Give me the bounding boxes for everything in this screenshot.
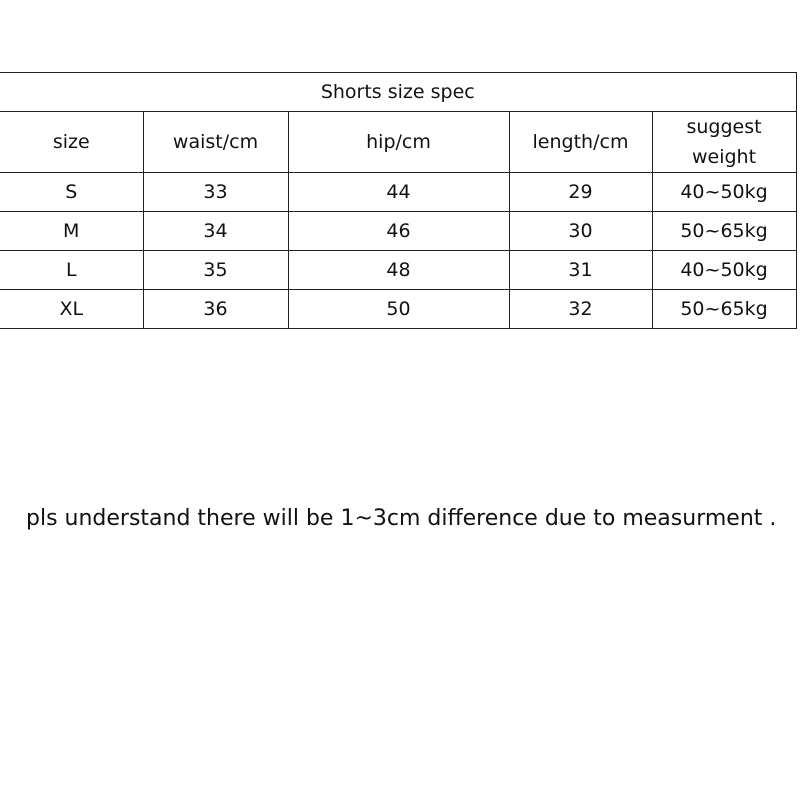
table-title-row <box>0 73 796 112</box>
table-row <box>0 251 796 290</box>
cell-size: XL <box>0 290 143 329</box>
cell-size: M <box>0 212 143 251</box>
cell-hip: 46 <box>288 212 509 251</box>
cell-weight: 40~50kg <box>652 173 796 212</box>
table-title: Shorts size spec <box>0 73 796 112</box>
cell-length: 32 <box>509 290 652 329</box>
cell-weight: 40~50kg <box>652 251 796 290</box>
header-size: size <box>0 112 143 173</box>
cell-weight: 50~65kg <box>652 290 796 329</box>
table-header-row <box>0 112 796 173</box>
cell-length: 30 <box>509 212 652 251</box>
cell-waist: 33 <box>143 173 288 212</box>
cell-hip: 48 <box>288 251 509 290</box>
header-suggest-weight <box>652 112 796 173</box>
table-row <box>0 173 796 212</box>
header-length: length/cm <box>509 112 652 173</box>
cell-weight: 50~65kg <box>652 212 796 251</box>
cell-hip: 50 <box>288 290 509 329</box>
table-row <box>0 290 796 329</box>
size-spec-table <box>0 72 797 329</box>
header-hip: hip/cm <box>288 112 509 173</box>
measurement-note: pls understand there will be 1~3cm difference due to measurment . <box>26 506 777 531</box>
cell-waist: 34 <box>143 212 288 251</box>
cell-size: S <box>0 173 143 212</box>
header-suggest-weight-label: suggest weight <box>686 116 762 168</box>
cell-waist: 35 <box>143 251 288 290</box>
cell-length: 31 <box>509 251 652 290</box>
cell-waist: 36 <box>143 290 288 329</box>
cell-size: L <box>0 251 143 290</box>
cell-length: 29 <box>509 173 652 212</box>
cell-hip: 44 <box>288 173 509 212</box>
table-row <box>0 212 796 251</box>
header-waist: waist/cm <box>143 112 288 173</box>
